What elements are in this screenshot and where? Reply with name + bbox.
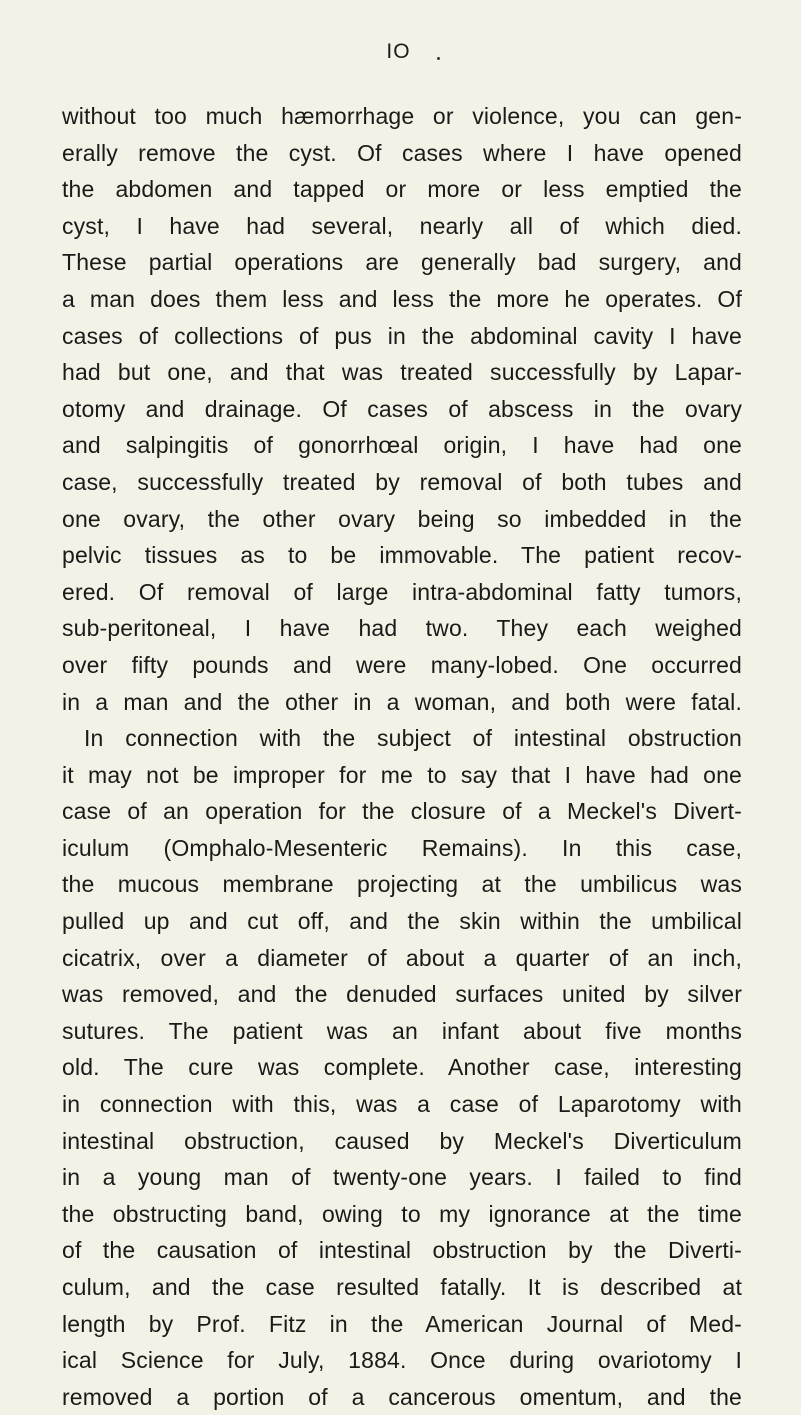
text-line: the mucous membrane projecting at the umbilicus was xyxy=(62,871,742,898)
text-line: sub-peritoneal, I have had two. They each weighed xyxy=(62,615,742,642)
text-line: iculum (Omphalo-Mesenteric Remains). In this case, xyxy=(62,834,742,861)
text-line: pelvic tissues as to be immovable. The patient recov- xyxy=(62,542,742,569)
page-number: IO xyxy=(386,40,411,63)
text-line: had but one, and that was treated successfully by Lapar- xyxy=(62,359,742,386)
text-line: the abdomen and tapped or more or less emptied the xyxy=(62,176,742,203)
text-line: was removed, and the denuded surfaces united by silver xyxy=(62,981,742,1008)
text-line: ered. Of removal of large intra-abdominal fatty tumors, xyxy=(62,578,742,605)
text-line: cicatrix, over a diameter of about a quarter of an inch, xyxy=(62,944,742,971)
text-line: erally remove the cyst. Of cases where I have opened xyxy=(62,139,742,166)
text-line: in a young man of twenty-one years. I failed to find xyxy=(62,1164,742,1191)
text-line: a man does them less and less the more he operates. Of xyxy=(62,285,742,312)
text-line: over fifty pounds and were many-lobed. One occurred xyxy=(62,651,742,678)
text-line: the obstructing band, owing to my ignorance at the time xyxy=(62,1200,742,1227)
text-line: it may not be improper for me to say that I have had one xyxy=(62,761,742,788)
text-line: sutures. The patient was an infant about five months xyxy=(62,1017,742,1044)
text-line: otomy and drainage. Of cases of abscess in the ovary xyxy=(62,395,742,422)
text-line: one ovary, the other ovary being so imbedded in the xyxy=(62,505,742,532)
text-line: removed a portion of a cancerous omentum, and the xyxy=(62,1383,742,1410)
body-text xyxy=(62,98,742,1415)
page-mark-dot xyxy=(437,57,440,60)
text-line: of the causation of intestinal obstruction by the Diverti- xyxy=(62,1237,742,1264)
text-line: case of an operation for the closure of a Meckel's Divert- xyxy=(62,798,742,825)
text-line: cases of collections of pus in the abdominal cavity I have xyxy=(62,322,742,349)
text-line: in a man and the other in a woman, and both were fatal. xyxy=(62,688,742,715)
text-line: ical Science for July, 1884. Once during ovariotomy I xyxy=(62,1347,742,1374)
text-line: intestinal obstruction, caused by Meckel's Diverticulum xyxy=(62,1127,742,1154)
text-line: pulled up and cut off, and the skin within the umbilical xyxy=(62,908,742,935)
text-line: case, successfully treated by removal of both tubes and xyxy=(62,468,742,495)
text-line: in connection with this, was a case of Laparotomy with xyxy=(62,1091,742,1118)
text-line: length by Prof. Fitz in the American Journal of Med- xyxy=(62,1310,742,1337)
text-line: culum, and the case resulted fatally. It is described at xyxy=(62,1274,742,1300)
text-line: cyst, I have had several, nearly all of which died. xyxy=(62,212,742,239)
text-line: old. The cure was complete. Another case, interesting xyxy=(62,1054,742,1081)
text-line: These partial operations are generally bad surgery, and xyxy=(62,249,742,276)
text-line: In connection with the subject of intestinal obstruction xyxy=(84,725,742,752)
text-line: without too much hæmorrhage or violence, you can gen- xyxy=(62,103,742,129)
text-line: and salpingitis of gonorrhœal origin, I have had one xyxy=(62,432,742,459)
